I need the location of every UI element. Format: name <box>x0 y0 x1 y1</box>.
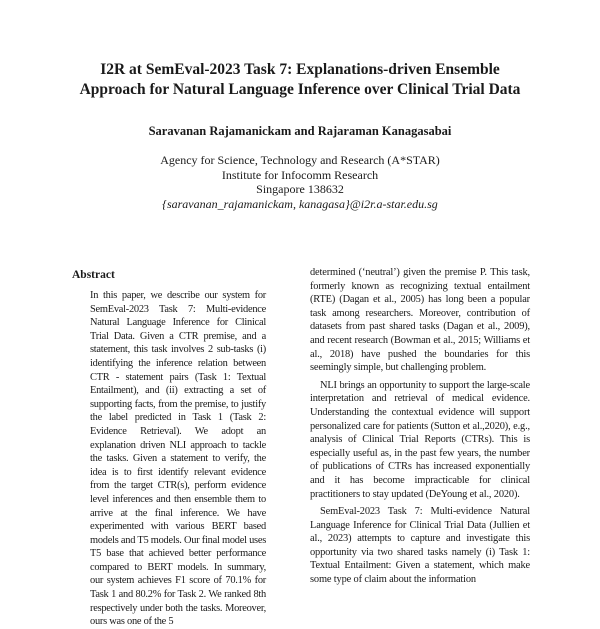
abstract-heading: Abstract <box>72 269 115 281</box>
right-column-body <box>310 266 530 591</box>
affiliation-institute: Institute for Infocomm Research <box>221 167 379 182</box>
paper-title-line-2: Approach for Natural Language Inference over Clinical Trial Data <box>79 81 521 98</box>
body-paragraph-3: SemEval-2023 Task 7: Multi-evidence Natural Language Inference for Clinical Trial Data (Jullien et al., 2023) attempts to capture and investigate this opportunity via two shared tasks namely (i) Task 1: Textual Entailment: Given a statement, which make some type of claim about the information <box>310 506 530 586</box>
affiliation-block <box>40 153 560 211</box>
affiliation-location: Singapore 138632 <box>256 182 344 196</box>
paper-title-line-1: I2R at SemEval-2023 Task 7: Explanations-driven Ensemble <box>100 61 500 78</box>
paper-title <box>40 60 560 100</box>
body-paragraph-1: determined (‘neutral’) given the premise P. This task, formerly known as recognizing textual entailment (RTE) (Dagan et al., 2005) has long been a popular task among researchers. Moreover, contribution of datasets from past shared tasks (Dagan et al., 2009), and recent research (Bowman et al., 2015; Williams et al., 2018) have pushed the boundaries for this seemingly simple, but challenging problem. <box>310 267 530 374</box>
author-email: {saravanan_rajamanickam, kanagasa}@i2r.a-star.edu.sg <box>162 196 438 211</box>
body-paragraph-2: NLI brings an opportunity to support the large-scale interpretation and retrieval of medical evidence. Understanding the contextual evidence will support personalized care for patients (Sutton et al.,2020), e.g., analysis of Clinical Trial Reports (CTRs). This is especially useful as, in the past few years, the number of publications of CTRs has increased exponentially and it has become impracticable for clinical practitioners to stay updated (DeYoung et al., 2020). <box>310 379 530 500</box>
abstract-text: In this paper, we describe our system for SemEval-2023 Task 7: Multi-evidence Natural Language Inference for Clinical Trial Data. Given a CTR premise, and a statement, this task involves 2 sub-tasks (i) identifying the inference relation between CTR - statement pairs (Task 1: Textual Entailment), and (ii) extracting a set of supporting facts, from the premise, to justify the label predicted in Task 1 (Task 2: Evidence Retrieval). We adopt an explanation driven NLI approach to tackle the tasks. Given a statement to verify, the idea is to first identify relevant evidence from the target CTR(s), perform evidence level inferences and then ensemble them to arrive at the final inference. We have experimented with various BERT based models and T5 models. Our final model uses T5 base that achieved better performance compared to BERT models. In summary, our system achieves F1 score of 70.1% for Task 1 and 80.2% for Task 2. We ranked 8th respectively under both the tasks. Moreover, ours was one of the 5 <box>90 290 266 628</box>
affiliation-organization: Agency for Science, Technology and Research (A*STAR) <box>160 153 440 167</box>
paper-authors: Saravanan Rajamanickam and Rajaraman Kanagasabai <box>148 124 452 138</box>
